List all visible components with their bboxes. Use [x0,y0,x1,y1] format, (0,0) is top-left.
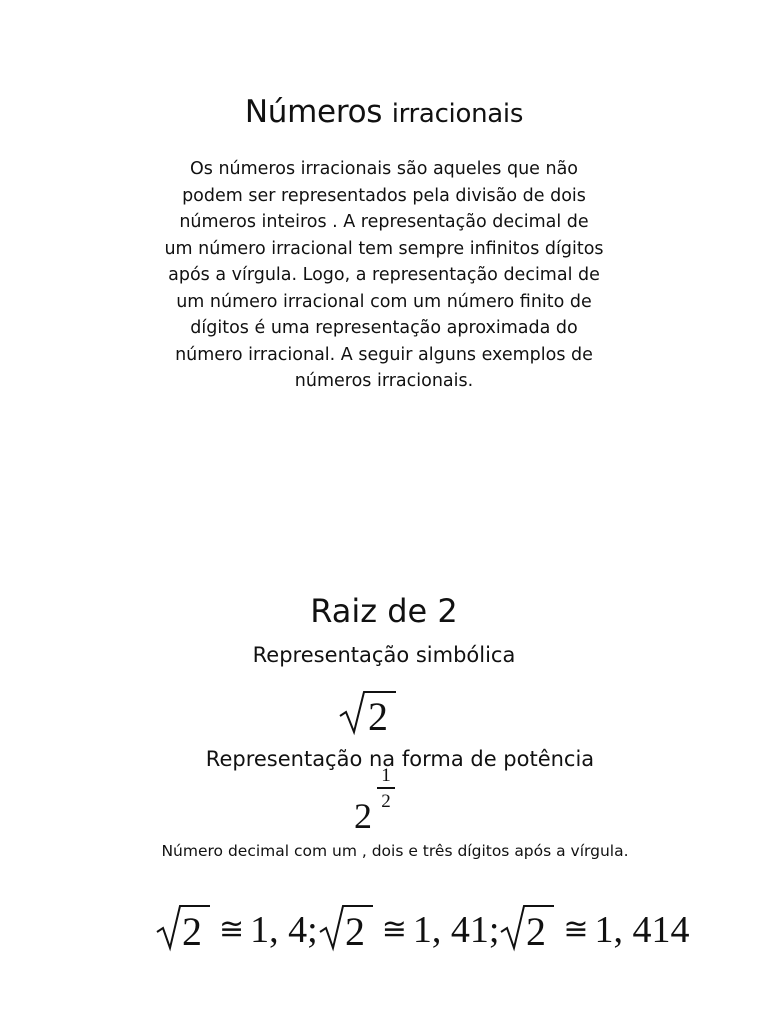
sqrt-of-two-symbol [499,902,555,952]
intro-line: podem ser representados pela divisão de dois [182,185,586,206]
sqrt-of-two-symbol [318,902,374,952]
intro-line: dígitos é uma representação aproximada do [190,318,578,338]
radicand: 2 [368,694,388,736]
title-second: irracionais [391,99,524,129]
approx-value: 1, 414 [594,909,690,951]
radicand: 2 [526,909,547,952]
approx-equal-symbol: ≅ [381,913,407,946]
intro-line: Os números irracionais são aqueles que não [189,159,579,179]
sqrt-of-two-symbol [155,902,211,952]
approx-value: 1, 41; [412,909,500,951]
radicand: 2 [344,909,365,952]
intro-line: números inteiros . A representação decimal de [179,212,589,232]
approximations-line [155,900,690,952]
power-base: 2 [354,796,372,836]
exponent-denominator: 2 [381,790,391,812]
decimal-label: Número decimal com um , dois e três dígitos após a vírgula. [161,842,629,860]
power-expression [352,764,412,838]
intro-paragraph [140,156,628,395]
intro-line: após a vírgula. Logo, a representação decimal de [168,265,600,285]
page-title [0,94,768,130]
sqrt-of-two-symbol [338,688,398,736]
radicand: 2 [182,909,202,952]
fraction-bar [377,787,395,789]
intro-line: um número irracional tem sempre infinitos dígitos [164,238,604,259]
intro-line: números irracionais. [294,371,474,391]
approx-equal-symbol: ≅ [219,913,245,946]
power-exponent [377,766,395,811]
intro-line: número irracional. A seguir alguns exemplos de [175,344,593,365]
intro-line: um número irracional com um número finito de [176,291,592,312]
exponent-numerator: 1 [381,765,391,786]
power-label: Representação na forma de potência [205,747,595,771]
approx-value: 1, 4; [250,909,318,951]
approx-equal-symbol: ≅ [563,913,589,946]
symbolic-label: Representação simbólica [252,643,516,667]
title-main: Números [244,94,383,130]
section-title: Raiz de 2 [310,592,458,630]
